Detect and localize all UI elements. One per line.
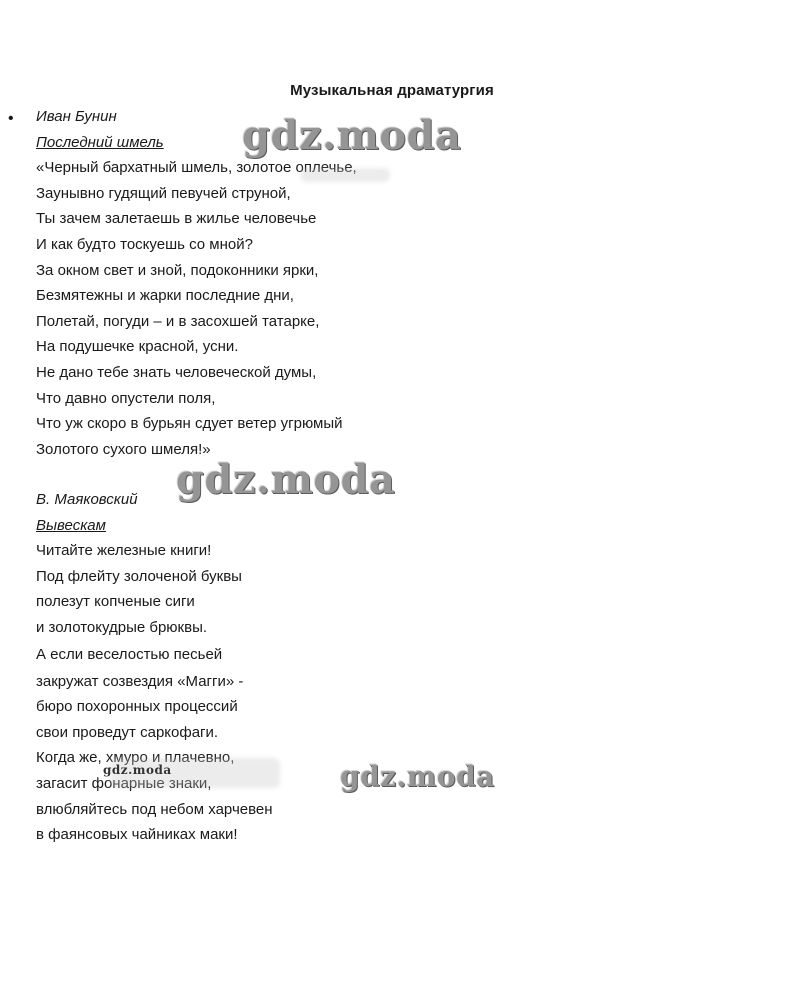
poem-line: На подушечке красной, усни. (36, 338, 239, 356)
poem-line: Что уж скоро в бурьян сдует ветер угрюмый (36, 415, 343, 433)
poem-author: Иван Бунин (36, 108, 117, 125)
poem-line: Не дано тебе знать человеческой думы, (36, 363, 317, 381)
poem-line: Золотого сухого шмеля!» (36, 440, 211, 458)
poem-line: Ты зачем залетаешь в жилье человечье (36, 210, 317, 228)
poem-line: Полетай, погуди – и в засохшей татарке, (36, 312, 320, 330)
poem-title: Последний шмель (36, 133, 164, 151)
poem-line: А если веселостью песьей (36, 645, 223, 663)
poem-line: свои проведут саркофаги. (36, 723, 219, 741)
watermark: gdz.moda (340, 760, 495, 793)
scan-smudge (300, 168, 390, 182)
poem-line: полезут копченые сиги (36, 593, 195, 611)
poem-line: «Черный бархатный шмель, золотое оплечье, (36, 159, 357, 177)
document-title: Музыкальная драматургия (290, 82, 494, 99)
poem-line: Под флейту золоченой буквы (36, 567, 242, 585)
poem-line: Безмятежны и жарки последние дни, (36, 287, 294, 305)
poem-line: Читайте железные книги! (36, 542, 212, 560)
poem-line: Что давно опустели поля, (36, 389, 216, 407)
watermark-small: gdz.moda (103, 763, 172, 777)
poem-line: бюро похоронных процессий (36, 698, 238, 716)
poem-line: За окном свет и зной, подоконники ярки, (36, 261, 319, 279)
poem-line: закружат созвездия «Магги» - (36, 672, 244, 690)
poem-line: И как будто тоскуешь со мной? (36, 235, 253, 253)
poem-line: Заунывно гудящий певучей струной, (36, 184, 291, 202)
poem-line: влюбляйтесь под небом харчевен (36, 800, 273, 818)
poem-mayakovsky (36, 487, 273, 848)
poem-author: В. Маяковский (36, 491, 138, 508)
poem-title: Вывескам (36, 516, 106, 534)
poem-line: в фаянсовых чайниках маки! (36, 826, 238, 844)
watermark: gdz.moda (176, 456, 396, 503)
poem-line: Когда же, хмуро и плачевно, (36, 749, 235, 767)
poem-line: и золотокудрые брюквы. (36, 618, 208, 636)
poem-line: загасит фонарные знаки, (36, 774, 212, 792)
list-bullet: • (8, 110, 14, 127)
watermark: gdz.moda (242, 112, 462, 159)
